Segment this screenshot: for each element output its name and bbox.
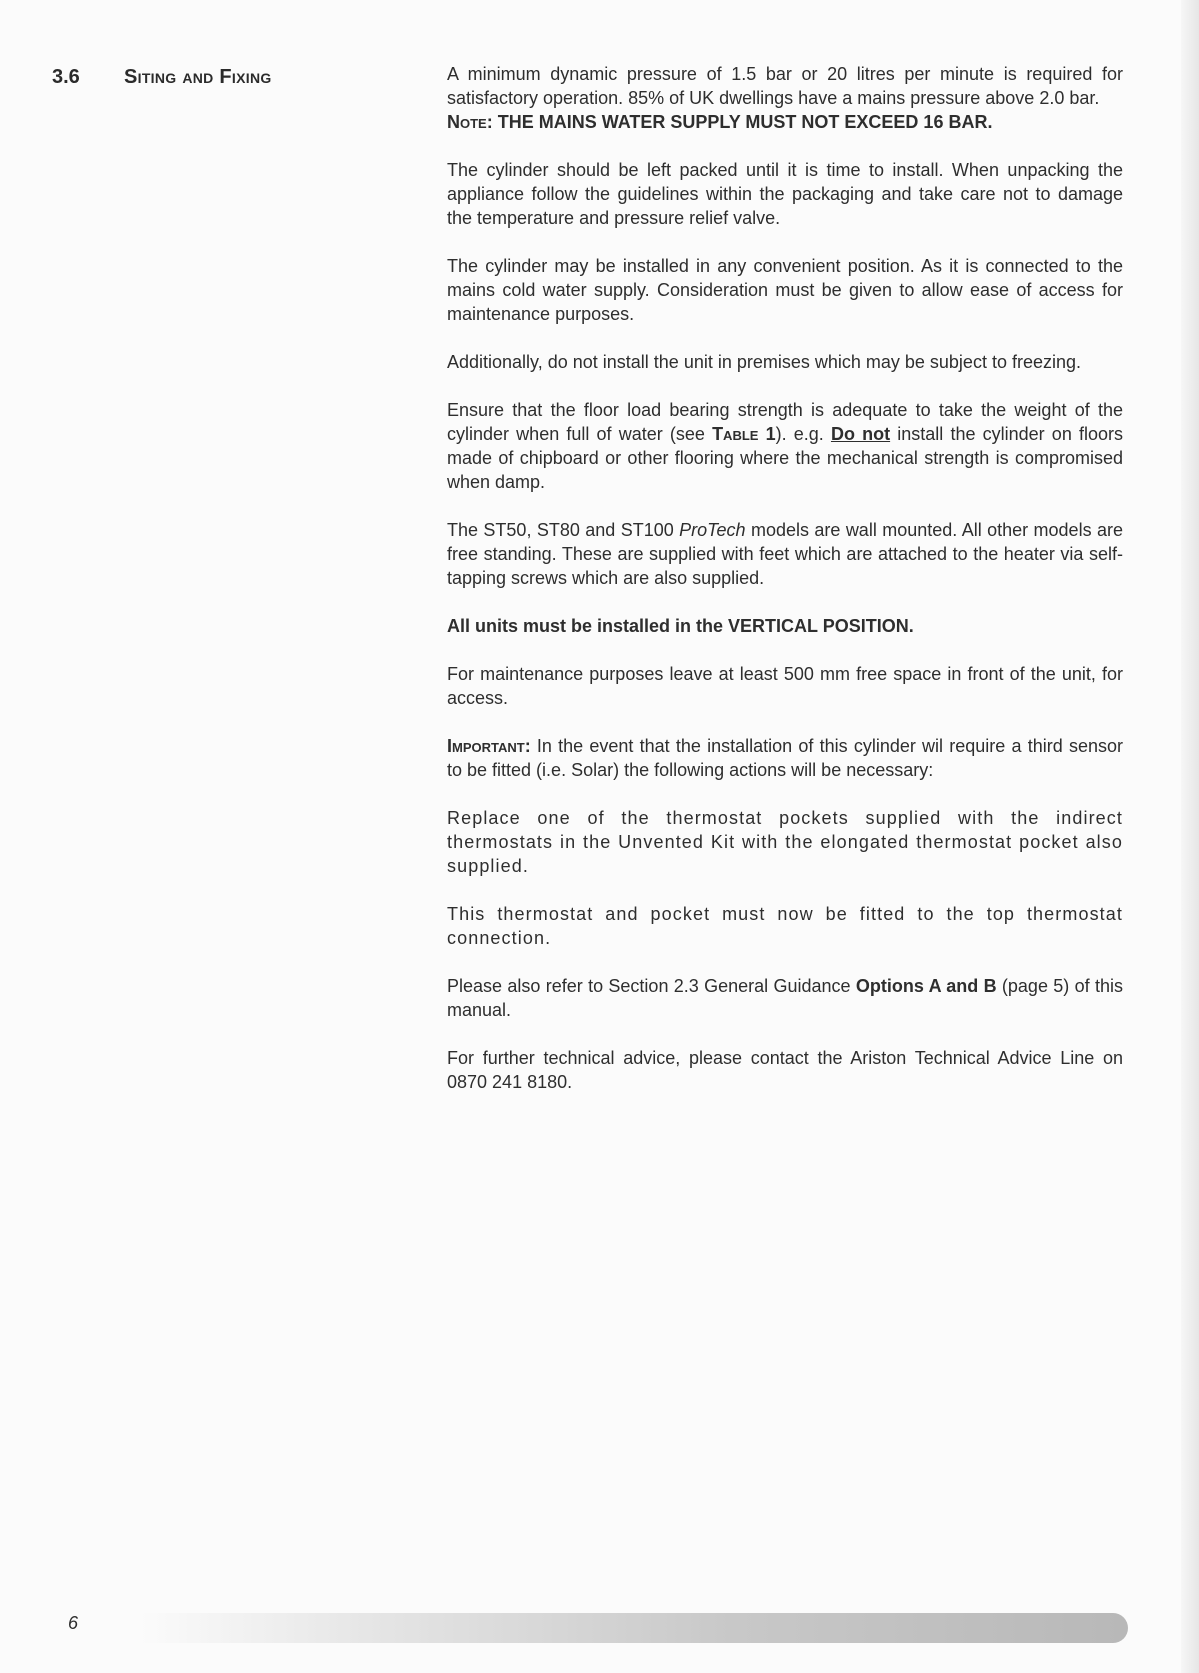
replace-pocket-paragraph: Replace one of the thermostat pockets supplied with the indirect thermostats in the Unvented Kit with the elongated thermostat pocket also supplied. xyxy=(447,808,1123,876)
unpacking-paragraph: The cylinder should be left packed until it is time to install. When unpacking the appliance follow the guidelines within the packaging and take care not to damage the temperature and pressure relief valve. xyxy=(447,160,1123,228)
options-emphasis: Options A and B xyxy=(855,976,997,996)
note-text: THE MAINS WATER SUPPLY MUST NOT EXCEED 16 BAR. xyxy=(492,112,993,132)
protech-name: ProTech xyxy=(679,520,746,540)
floor-load-text-c: install the cylinder on floors made of chipboard or other flooring where the mechanical strength is compromised when damp. xyxy=(447,424,1123,492)
floor-load-text-a: Ensure that the floor load bearing strength is adequate to take the weight of the cylinder when full of water (see xyxy=(447,400,1123,444)
section-title: Siting and Fixing xyxy=(124,66,272,88)
do-not-emphasis: Do not xyxy=(830,424,891,444)
important-label: Important: xyxy=(447,736,531,756)
refer-section-paragraph xyxy=(447,974,1123,1022)
page-number: 6 xyxy=(68,1613,79,1633)
models-text-a: The ST50, ST80 and ST100 xyxy=(447,520,680,540)
maintenance-space-paragraph: For maintenance purposes leave at least 500 mm free space in front of the unit, for access. xyxy=(447,664,1123,708)
vertical-position-paragraph: All units must be installed in the VERTICAL POSITION. xyxy=(447,616,914,636)
note-paragraph xyxy=(447,110,1123,134)
body-text xyxy=(447,62,1123,1118)
important-text: In the event that the installation of this cylinder wil require a third sensor to be fitted (i.e. Solar) the following actions will be necessary: xyxy=(447,736,1123,780)
table-reference: Table 1 xyxy=(712,424,776,444)
floor-load-text-b: ). e.g. xyxy=(775,424,831,444)
models-paragraph xyxy=(447,518,1123,590)
page-edge-shadow xyxy=(1181,0,1199,1673)
thermostat-fit-paragraph: This thermostat and pocket must now be fitted to the top thermostat connection. xyxy=(447,904,1123,948)
floor-load-paragraph xyxy=(447,398,1123,494)
technical-advice-paragraph: For further technical advice, please contact the Ariston Technical Advice Line on 0870 241 8180. xyxy=(447,1048,1123,1092)
refer-text-a: Please also refer to Section 2.3 General Guidance xyxy=(447,976,856,996)
position-paragraph: The cylinder may be installed in any convenient position. As it is connected to the mains cold water supply. Consideration must be given to allow ease of access for maintenance purposes. xyxy=(447,256,1123,324)
freezing-paragraph: Additionally, do not install the unit in premises which may be subject to freezing. xyxy=(447,352,1081,372)
refer-text-b: (page 5) of this manual. xyxy=(447,976,1123,1020)
note-label: Note: xyxy=(447,112,493,132)
section-number: 3.6 xyxy=(52,66,80,88)
models-text-b: models are wall mounted. All other models are free standing. These are supplied with feet which are attached to the heater via self-tapping screws which are also supplied. xyxy=(447,520,1123,588)
important-paragraph xyxy=(447,734,1123,782)
footer-bar xyxy=(140,1613,1128,1643)
pressure-paragraph: A minimum dynamic pressure of 1.5 bar or 20 litres per minute is required for satisfactory operation. 85% of UK dwellings have a mains pressure above 2.0 bar. xyxy=(447,64,1123,108)
